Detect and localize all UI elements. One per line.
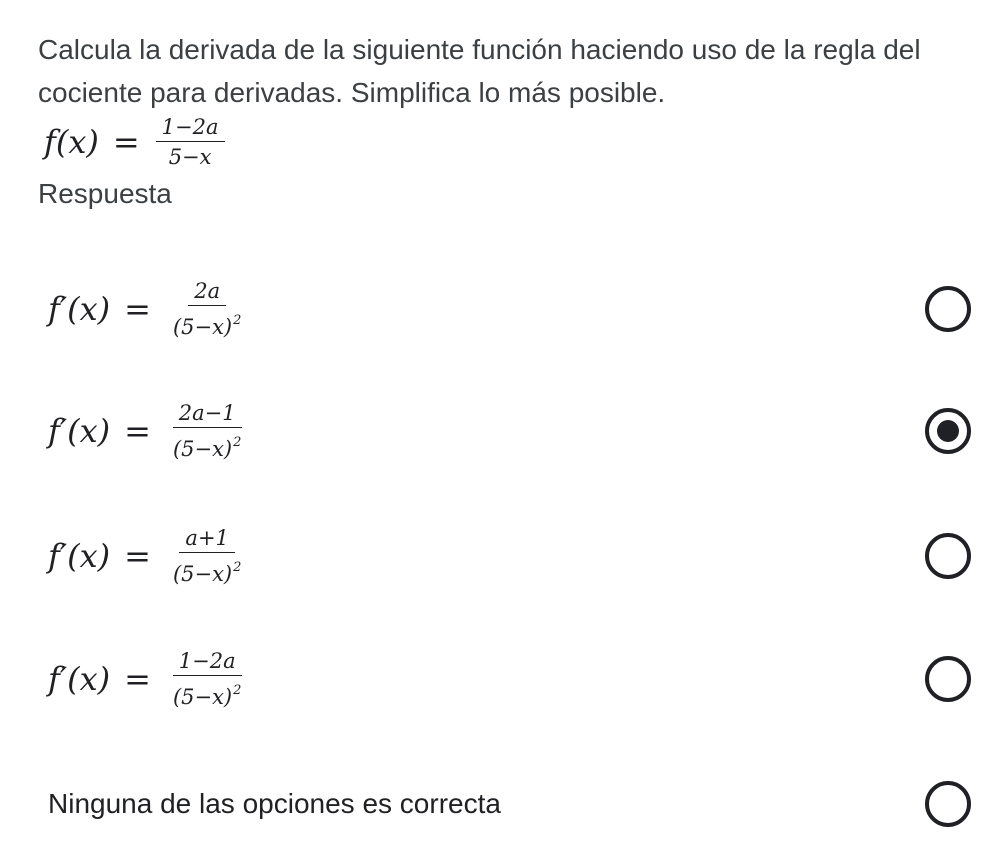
option-3-radio[interactable] xyxy=(925,533,971,579)
function-denominator: 5−x xyxy=(168,145,212,169)
option-4-denominator: (5−x) xyxy=(172,685,233,709)
option-3-equals: = xyxy=(124,537,151,575)
option-4-fraction xyxy=(167,649,247,709)
option-4-expression xyxy=(48,634,247,724)
option-3-expression xyxy=(48,511,247,601)
option-1-equals: = xyxy=(124,290,151,328)
option-3-denominator: (5−x) xyxy=(172,562,233,586)
option-3-denominator-wrap xyxy=(167,553,247,586)
function-equals: = xyxy=(112,123,140,161)
function-numerator: 1−2a xyxy=(156,115,225,142)
option-1-denominator: (5−x) xyxy=(172,315,233,339)
option-5-label: Ninguna de las opciones es correcta xyxy=(48,788,501,819)
option-4-equals: = xyxy=(124,660,151,698)
option-2-radio-selected-dot xyxy=(937,420,959,442)
function-expression xyxy=(44,112,225,172)
option-4-denominator-wrap xyxy=(167,676,247,709)
option-1-fraction xyxy=(167,279,247,339)
option-2-numerator: 2a−1 xyxy=(173,401,242,428)
option-3-numerator: a+1 xyxy=(179,526,234,553)
option-1-exponent: 2 xyxy=(233,313,242,328)
option-1-radio[interactable] xyxy=(925,286,971,332)
option-3-fraction xyxy=(167,526,247,586)
option-2-lhs: f′(x) xyxy=(48,412,111,450)
option-1-lhs: f′(x) xyxy=(48,290,111,328)
answer-option-1[interactable] xyxy=(0,264,1002,354)
function-lhs: f(x) xyxy=(44,123,99,161)
option-3-exponent: 2 xyxy=(233,560,242,575)
option-4-numerator: 1−2a xyxy=(173,649,242,676)
answer-option-2[interactable] xyxy=(0,386,1002,476)
answer-option-3[interactable] xyxy=(0,511,1002,601)
option-2-equals: = xyxy=(124,412,151,450)
option-2-exponent: 2 xyxy=(233,435,242,450)
option-2-denominator: (5−x) xyxy=(172,437,233,461)
option-1-expression xyxy=(48,264,247,354)
option-4-radio[interactable] xyxy=(925,656,971,702)
option-1-denominator-wrap xyxy=(167,306,247,339)
option-4-exponent: 2 xyxy=(233,683,242,698)
option-2-radio[interactable] xyxy=(925,408,971,454)
answer-option-5[interactable] xyxy=(0,759,1002,849)
option-1-numerator: 2a xyxy=(188,279,226,306)
option-3-lhs: f′(x) xyxy=(48,537,111,575)
option-2-denominator-wrap xyxy=(167,428,247,461)
question-text: Calcula la derivada de la siguiente función haciendo uso de la regla del cociente para derivadas. Simplifica lo más posible. xyxy=(38,34,921,108)
option-4-lhs: f′(x) xyxy=(48,660,111,698)
option-2-fraction xyxy=(167,401,247,461)
function-fraction xyxy=(156,115,225,169)
option-2-expression xyxy=(48,386,247,476)
answer-label: Respuesta xyxy=(38,178,172,209)
answer-option-4[interactable] xyxy=(0,634,1002,724)
option-5-radio[interactable] xyxy=(925,781,971,827)
